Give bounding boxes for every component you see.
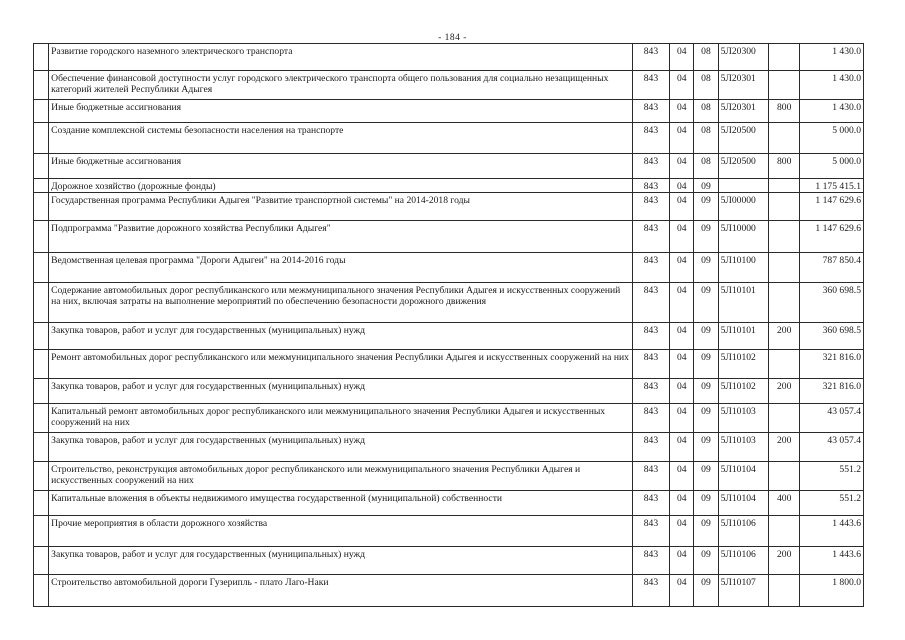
row-margin-cell <box>34 193 49 221</box>
target-article-cell: 5Л10102 <box>718 379 768 404</box>
table-row <box>34 193 864 221</box>
row-margin-cell <box>34 575 49 607</box>
table-row <box>34 123 864 154</box>
table-row <box>34 462 864 491</box>
target-article-cell: 5Л20500 <box>718 154 768 179</box>
section-code-cell: 04 <box>670 516 694 547</box>
row-margin-cell <box>34 350 49 379</box>
department-code-cell: 843 <box>632 350 669 379</box>
amount-cell: 43 057.4 <box>800 433 864 462</box>
expense-type-cell: 400 <box>769 491 800 516</box>
section-code-cell: 04 <box>670 491 694 516</box>
expense-type-cell <box>769 462 800 491</box>
department-code-cell: 843 <box>632 323 669 350</box>
section-code-cell: 04 <box>670 71 694 100</box>
row-margin-cell <box>34 179 49 193</box>
target-article-cell: 5Л10104 <box>718 491 768 516</box>
subsection-code-cell: 09 <box>694 547 718 575</box>
subsection-code-cell: 09 <box>694 516 718 547</box>
amount-cell: 5 000.0 <box>800 123 864 154</box>
amount-cell: 1 430.0 <box>800 100 864 123</box>
department-code-cell: 843 <box>632 516 669 547</box>
department-code-cell: 843 <box>632 462 669 491</box>
expense-type-cell <box>769 404 800 433</box>
subsection-code-cell: 09 <box>694 575 718 607</box>
expense-type-cell <box>769 179 800 193</box>
subsection-code-cell: 09 <box>694 193 718 221</box>
table-row <box>34 404 864 433</box>
table-row <box>34 100 864 123</box>
budget-table <box>33 43 864 607</box>
target-article-cell <box>718 179 768 193</box>
amount-cell: 787 850.4 <box>800 253 864 283</box>
amount-cell: 1 800.0 <box>800 575 864 607</box>
target-article-cell: 5Л20301 <box>718 100 768 123</box>
subsection-code-cell: 08 <box>694 44 718 71</box>
department-code-cell: 843 <box>632 179 669 193</box>
department-code-cell: 843 <box>632 253 669 283</box>
section-code-cell: 04 <box>670 462 694 491</box>
table-row <box>34 253 864 283</box>
target-article-cell: 5Л10101 <box>718 323 768 350</box>
subsection-code-cell: 09 <box>694 379 718 404</box>
department-code-cell: 843 <box>632 44 669 71</box>
section-code-cell: 04 <box>670 283 694 323</box>
department-code-cell: 843 <box>632 379 669 404</box>
expense-type-cell <box>769 123 800 154</box>
target-article-cell: 5Л10104 <box>718 462 768 491</box>
row-margin-cell <box>34 379 49 404</box>
subsection-code-cell: 09 <box>694 350 718 379</box>
table-row <box>34 491 864 516</box>
amount-cell: 321 816.0 <box>800 379 864 404</box>
section-code-cell: 04 <box>670 253 694 283</box>
target-article-cell: 5Л10103 <box>718 433 768 462</box>
item-name-cell: Строительство автомобильной дороги Гузерипль - плато Лаго-Наки <box>49 575 633 607</box>
item-name-cell: Развитие городского наземного электрического транспорта <box>49 44 633 71</box>
target-article-cell: 5Л10107 <box>718 575 768 607</box>
item-name-cell: Прочие мероприятия в области дорожного хозяйства <box>49 516 633 547</box>
target-article-cell: 5Л20500 <box>718 123 768 154</box>
department-code-cell: 843 <box>632 575 669 607</box>
page-number: - 184 - <box>438 33 467 43</box>
section-code-cell: 04 <box>670 221 694 253</box>
target-article-cell: 5Л20300 <box>718 44 768 71</box>
item-name-cell: Ведомственная целевая программа "Дороги Адыгеи" на 2014-2016 годы <box>49 253 633 283</box>
row-margin-cell <box>34 283 49 323</box>
expense-type-cell <box>769 44 800 71</box>
subsection-code-cell: 09 <box>694 491 718 516</box>
target-article-cell: 5Л10102 <box>718 350 768 379</box>
subsection-code-cell: 09 <box>694 433 718 462</box>
department-code-cell: 843 <box>632 100 669 123</box>
target-article-cell: 5Л10000 <box>718 221 768 253</box>
table-row <box>34 516 864 547</box>
table-row <box>34 154 864 179</box>
row-margin-cell <box>34 404 49 433</box>
amount-cell: 1 175 415.1 <box>800 179 864 193</box>
department-code-cell: 843 <box>632 154 669 179</box>
department-code-cell: 843 <box>632 433 669 462</box>
table-row <box>34 44 864 71</box>
expense-type-cell: 800 <box>769 100 800 123</box>
expense-type-cell <box>769 575 800 607</box>
row-margin-cell <box>34 323 49 350</box>
section-code-cell: 04 <box>670 404 694 433</box>
row-margin-cell <box>34 100 49 123</box>
subsection-code-cell: 09 <box>694 404 718 433</box>
section-code-cell: 04 <box>670 123 694 154</box>
amount-cell: 551.2 <box>800 462 864 491</box>
subsection-code-cell: 08 <box>694 123 718 154</box>
amount-cell: 1 430.0 <box>800 44 864 71</box>
item-name-cell: Содержание автомобильных дорог республиканского или межмуниципального значения Республики Адыгея и искусственных сооружений на них, включая затраты на выполнение мероприятий по обеспечению безопасности дорожного движения <box>49 283 633 323</box>
target-article-cell: 5Л10106 <box>718 516 768 547</box>
section-code-cell: 04 <box>670 179 694 193</box>
target-article-cell: 5Л10103 <box>718 404 768 433</box>
section-code-cell: 04 <box>670 379 694 404</box>
amount-cell: 360 698.5 <box>800 323 864 350</box>
subsection-code-cell: 09 <box>694 179 718 193</box>
table-row <box>34 379 864 404</box>
item-name-cell: Строительство, реконструкция автомобильных дорог республиканского или межмуниципального значения Республики Адыгея и искусственных сооружений на них <box>49 462 633 491</box>
subsection-code-cell: 09 <box>694 253 718 283</box>
amount-cell: 43 057.4 <box>800 404 864 433</box>
table-row <box>34 179 864 193</box>
item-name-cell: Дорожное хозяйство (дорожные фонды) <box>49 179 633 193</box>
amount-cell: 321 816.0 <box>800 350 864 379</box>
target-article-cell: 5Л10101 <box>718 283 768 323</box>
amount-cell: 360 698.5 <box>800 283 864 323</box>
row-margin-cell <box>34 123 49 154</box>
row-margin-cell <box>34 221 49 253</box>
budget-table-body <box>34 44 864 607</box>
amount-cell: 1 147 629.6 <box>800 193 864 221</box>
table-row <box>34 71 864 100</box>
section-code-cell: 04 <box>670 575 694 607</box>
expense-type-cell <box>769 221 800 253</box>
subsection-code-cell: 09 <box>694 462 718 491</box>
row-margin-cell <box>34 547 49 575</box>
row-margin-cell <box>34 462 49 491</box>
section-code-cell: 04 <box>670 433 694 462</box>
item-name-cell: Государственная программа Республики Адыгея "Развитие транспортной системы" на 2014-2018 годы <box>49 193 633 221</box>
department-code-cell: 843 <box>632 547 669 575</box>
table-row <box>34 433 864 462</box>
section-code-cell: 04 <box>670 154 694 179</box>
item-name-cell: Закупка товаров, работ и услуг для государственных (муниципальных) нужд <box>49 433 633 462</box>
department-code-cell: 843 <box>632 404 669 433</box>
subsection-code-cell: 09 <box>694 323 718 350</box>
table-row <box>34 283 864 323</box>
item-name-cell: Иные бюджетные ассигнования <box>49 100 633 123</box>
item-name-cell: Закупка товаров, работ и услуг для государственных (муниципальных) нужд <box>49 379 633 404</box>
amount-cell: 1 147 629.6 <box>800 221 864 253</box>
row-margin-cell <box>34 154 49 179</box>
item-name-cell: Подпрограмма "Развитие дорожного хозяйства Республики Адыгея" <box>49 221 633 253</box>
department-code-cell: 843 <box>632 123 669 154</box>
row-margin-cell <box>34 44 49 71</box>
row-margin-cell <box>34 253 49 283</box>
item-name-cell: Создание комплексной системы безопасности населения на транспорте <box>49 123 633 154</box>
target-article-cell: 5Л10100 <box>718 253 768 283</box>
expense-type-cell <box>769 350 800 379</box>
amount-cell: 551.2 <box>800 491 864 516</box>
item-name-cell: Закупка товаров, работ и услуг для государственных (муниципальных) нужд <box>49 547 633 575</box>
item-name-cell: Обеспечение финансовой доступности услуг городского электрического транспорта общего пользования для социально незащищенных категорий жителей Республики Адыгея <box>49 71 633 100</box>
department-code-cell: 843 <box>632 283 669 323</box>
item-name-cell: Ремонт автомобильных дорог республиканского или межмуниципального значения Республики Адыгея и искусственных сооружений на них <box>49 350 633 379</box>
subsection-code-cell: 09 <box>694 221 718 253</box>
subsection-code-cell: 09 <box>694 283 718 323</box>
expense-type-cell: 200 <box>769 323 800 350</box>
expense-type-cell <box>769 516 800 547</box>
expense-type-cell: 200 <box>769 433 800 462</box>
item-name-cell: Иные бюджетные ассигнования <box>49 154 633 179</box>
row-margin-cell <box>34 71 49 100</box>
expense-type-cell: 800 <box>769 154 800 179</box>
row-margin-cell <box>34 491 49 516</box>
amount-cell: 1 443.6 <box>800 547 864 575</box>
section-code-cell: 04 <box>670 323 694 350</box>
table-row <box>34 350 864 379</box>
department-code-cell: 843 <box>632 491 669 516</box>
item-name-cell: Капитальные вложения в объекты недвижимого имущества государственной (муниципальной) собственности <box>49 491 633 516</box>
section-code-cell: 04 <box>670 193 694 221</box>
amount-cell: 1 443.6 <box>800 516 864 547</box>
expense-type-cell: 200 <box>769 547 800 575</box>
subsection-code-cell: 08 <box>694 154 718 179</box>
expense-type-cell <box>769 193 800 221</box>
subsection-code-cell: 08 <box>694 71 718 100</box>
row-margin-cell <box>34 516 49 547</box>
section-code-cell: 04 <box>670 44 694 71</box>
item-name-cell: Капитальный ремонт автомобильных дорог республиканского или межмуниципального значения Республики Адыгея и искусственных сооружений на них <box>49 404 633 433</box>
department-code-cell: 843 <box>632 193 669 221</box>
section-code-cell: 04 <box>670 100 694 123</box>
department-code-cell: 843 <box>632 221 669 253</box>
target-article-cell: 5Л20301 <box>718 71 768 100</box>
table-row <box>34 221 864 253</box>
subsection-code-cell: 08 <box>694 100 718 123</box>
item-name-cell: Закупка товаров, работ и услуг для государственных (муниципальных) нужд <box>49 323 633 350</box>
target-article-cell: 5Л10106 <box>718 547 768 575</box>
table-row <box>34 323 864 350</box>
expense-type-cell <box>769 71 800 100</box>
table-row <box>34 547 864 575</box>
amount-cell: 1 430.0 <box>800 71 864 100</box>
expense-type-cell <box>769 253 800 283</box>
department-code-cell: 843 <box>632 71 669 100</box>
section-code-cell: 04 <box>670 547 694 575</box>
expense-type-cell: 200 <box>769 379 800 404</box>
amount-cell: 5 000.0 <box>800 154 864 179</box>
expense-type-cell <box>769 283 800 323</box>
row-margin-cell <box>34 433 49 462</box>
target-article-cell: 5Л00000 <box>718 193 768 221</box>
section-code-cell: 04 <box>670 350 694 379</box>
table-row <box>34 575 864 607</box>
